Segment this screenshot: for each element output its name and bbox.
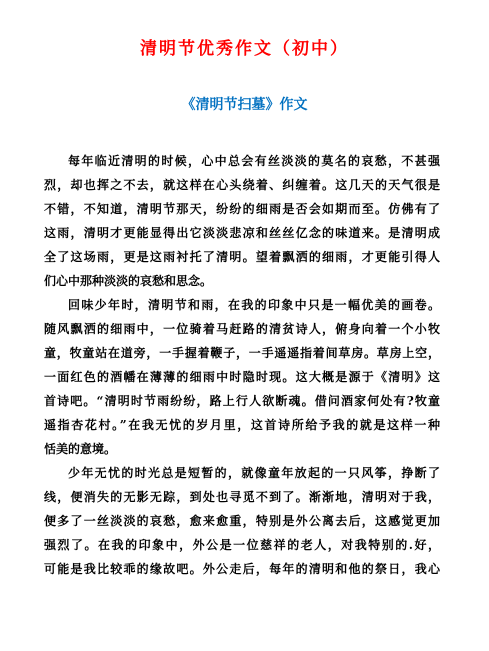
- body-line: 每年临近清明的时候，心中总会有丝淡淡的莫名的哀愁，不甚强: [68, 154, 440, 168]
- body-line: 回味少年时，清明节和雨，在我的印象中只是一幅优美的画卷。: [68, 298, 440, 312]
- body-line: 首诗吧。“清明时节雨纷纷，路上行人欲断魂。借问酒家何处有?牧童: [44, 394, 440, 408]
- article-body: [44, 149, 440, 581]
- page-title: 清明节优秀作文（初中）: [140, 39, 349, 59]
- body-line: 们心中那种淡淡的哀愁和思念。: [44, 274, 213, 288]
- body-line: 强烈了。在我的印象中，外公是一位慈祥的老人，对我特别的.好，: [44, 538, 440, 552]
- body-line: 一面红色的酒幡在薄薄的细雨中时隐时现。这大概是源于《清明》这: [44, 370, 440, 384]
- body-line: 少年无忧的时光总是短暂的，就像童年放起的一只风筝，挣断了: [68, 466, 440, 480]
- body-line: 遥指杏花村。”在我无忧的岁月里，这首诗所给予我的就是这样一种: [44, 418, 440, 432]
- body-line: 不错，不知道，清明节那天，纷纷的细雨是否会如期而至。仿佛有了: [44, 202, 440, 216]
- article-subtitle: 《清明节扫墓》作文: [181, 97, 308, 113]
- body-line: 童，牧童站在道旁，一手握着鞭子，一手遥遥指着间草房。草房上空，: [44, 346, 440, 360]
- body-line: 便多了一丝淡淡的哀愁，愈来愈重，特别是外公离去后，这感觉更加: [44, 514, 440, 528]
- body-line: 线，便消失的无影无踪，到处也寻觅不到了。渐渐地，清明对于我，: [44, 490, 440, 504]
- body-line: 全了这场雨，更是这雨衬托了清明。望着飘洒的细雨，才更能引得人: [44, 250, 440, 264]
- body-line: 随风飘洒的细雨中，一位骑着马赶路的清贫诗人，俯身向着一个小牧: [44, 322, 440, 336]
- body-line: 烈，却也挥之不去，就这样在心头绕着、纠缠着。这几天的天气很是: [44, 178, 440, 192]
- body-line: 恬美的意境。: [44, 442, 117, 456]
- body-line: 可能是我比较乖的缘故吧。外公走后，每年的清明和他的祭日，我心: [44, 562, 440, 576]
- body-line: 这雨，清明才更能显得出它淡淡悲凉和丝丝亿念的味道来。是清明成: [44, 226, 440, 240]
